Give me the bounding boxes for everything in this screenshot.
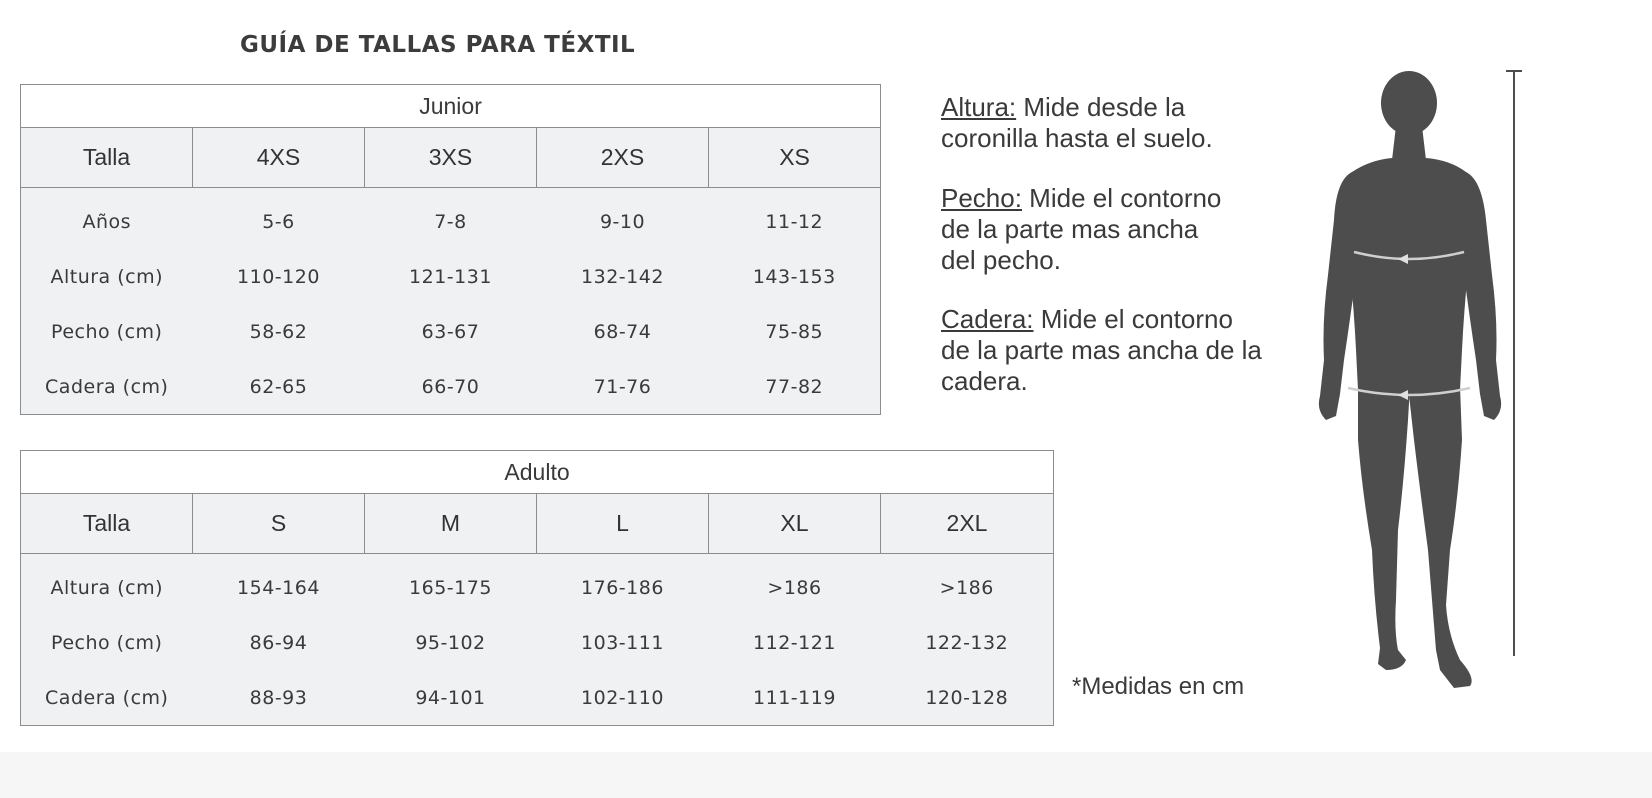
table-cell: 110-120 bbox=[237, 265, 320, 288]
table-cell: 11-12 bbox=[765, 210, 824, 233]
table-cell: 7-8 bbox=[434, 210, 467, 233]
table-cell: 120-128 bbox=[925, 686, 1009, 709]
cadera-text-line3: cadera. bbox=[941, 366, 1028, 396]
table-cell: >186 bbox=[767, 576, 822, 599]
header-cell: 2XL bbox=[881, 494, 1054, 554]
junior-group-header: Junior bbox=[21, 85, 881, 128]
pecho-text-line3: del pecho. bbox=[941, 245, 1061, 275]
table-cell: 63-67 bbox=[421, 320, 480, 343]
header-cell: 3XS bbox=[365, 128, 537, 188]
table-cell: 94-101 bbox=[415, 686, 486, 709]
row-label: Años bbox=[82, 210, 132, 233]
altura-text-line2: coronilla hasta el suelo. bbox=[941, 123, 1213, 153]
table-row bbox=[21, 249, 881, 304]
page-title: GUÍA DE TALLAS PARA TÉXTIL bbox=[240, 32, 636, 58]
pecho-text-line1: Mide el contorno bbox=[1021, 183, 1222, 213]
header-cell: Talla bbox=[21, 128, 193, 188]
header-cell: 4XS bbox=[193, 128, 365, 188]
table-cell: 77-82 bbox=[765, 375, 824, 398]
measurements-footnote: *Medidas en cm bbox=[1072, 673, 1245, 700]
human-body-silhouette-icon bbox=[1300, 60, 1540, 710]
cadera-term: Cadera: bbox=[941, 304, 1034, 334]
table-cell: 5-6 bbox=[262, 210, 295, 233]
table-row bbox=[21, 359, 881, 415]
header-cell: Talla bbox=[21, 494, 193, 554]
pecho-text-line2: de la parte mas ancha bbox=[941, 214, 1199, 244]
altura-text-line1: Mide desde la bbox=[1016, 92, 1186, 122]
table-row bbox=[21, 670, 1054, 726]
row-label: Pecho (cm) bbox=[51, 631, 163, 654]
table-cell: 154-164 bbox=[237, 576, 320, 599]
table-cell: 165-175 bbox=[409, 576, 492, 599]
table-cell: 143-153 bbox=[752, 265, 836, 288]
cadera-text-line2: de la parte mas ancha de la bbox=[941, 335, 1262, 365]
pecho-description bbox=[941, 183, 1301, 276]
table-cell: 176-186 bbox=[581, 576, 664, 599]
altura-description bbox=[941, 92, 1301, 154]
header-cell: XL bbox=[709, 494, 881, 554]
table-cell: 95-102 bbox=[415, 631, 486, 654]
altura-term: Altura: bbox=[941, 92, 1017, 122]
cadera-description bbox=[941, 304, 1301, 397]
table-row bbox=[21, 188, 881, 250]
bottom-band bbox=[0, 752, 1652, 798]
header-cell: XS bbox=[709, 128, 881, 188]
table-cell: 102-110 bbox=[581, 686, 664, 709]
cadera-text-line1: Mide el contorno bbox=[1033, 304, 1233, 334]
adult-size-table bbox=[20, 450, 1054, 726]
table-row bbox=[21, 304, 881, 359]
table-cell: 111-119 bbox=[753, 686, 836, 709]
table-cell: 9-10 bbox=[599, 210, 646, 233]
table-cell: 58-62 bbox=[249, 320, 308, 343]
row-label: Cadera (cm) bbox=[45, 375, 169, 398]
header-cell: M bbox=[365, 494, 537, 554]
table-cell: 86-94 bbox=[249, 631, 308, 654]
table-cell: 103-111 bbox=[581, 631, 664, 654]
table-cell: 122-132 bbox=[925, 631, 1009, 654]
row-label: Altura (cm) bbox=[50, 265, 164, 288]
pecho-term: Pecho: bbox=[941, 183, 1022, 213]
row-label: Cadera (cm) bbox=[45, 686, 169, 709]
table-cell: 66-70 bbox=[421, 375, 480, 398]
header-cell: S bbox=[193, 494, 365, 554]
table-cell: 62-65 bbox=[249, 375, 308, 398]
table-cell: 68-74 bbox=[593, 320, 652, 343]
header-cell: 2XS bbox=[537, 128, 709, 188]
table-row bbox=[21, 554, 1054, 616]
header-cell: L bbox=[537, 494, 709, 554]
table-cell: 75-85 bbox=[765, 320, 824, 343]
table-row bbox=[21, 615, 1054, 670]
adult-group-header: Adulto bbox=[21, 451, 1054, 494]
table-cell: 71-76 bbox=[593, 375, 652, 398]
row-label: Altura (cm) bbox=[50, 576, 164, 599]
table-cell: 88-93 bbox=[249, 686, 308, 709]
junior-size-table bbox=[20, 84, 881, 415]
table-cell: >186 bbox=[939, 576, 994, 599]
table-cell: 112-121 bbox=[753, 631, 836, 654]
row-label: Pecho (cm) bbox=[51, 320, 163, 343]
table-cell: 132-142 bbox=[581, 265, 664, 288]
table-cell: 121-131 bbox=[409, 265, 492, 288]
